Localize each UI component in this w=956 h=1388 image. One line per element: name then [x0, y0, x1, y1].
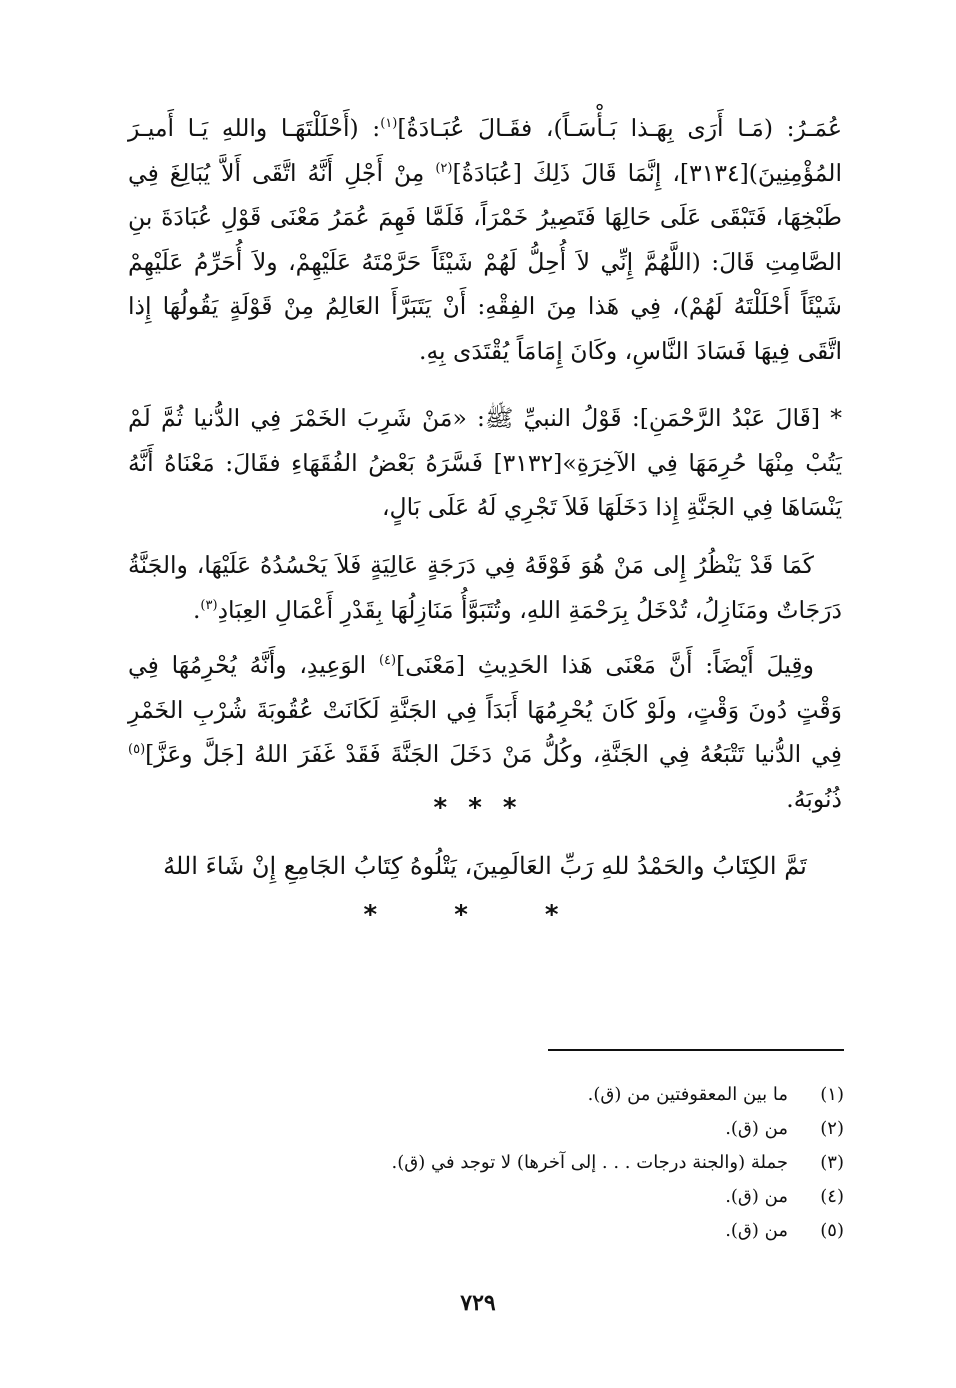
paragraph-4-text-b: الوَعِيدِ، وأَنَّهُ يُحْرِمُهَا فِي وَقْتٍ دُونَ وَقْتٍ، ولَوْ كَانَ يُحْرِمُهَا أَبَدَاً فِي الجَنَّةِ لَكَانَتْ عُقُوبَةَ شُرْبِ الخَمْرِ فِي الدُّنيا تَتْبَعُهُ فِي الجَنَّةِ، وكُلُّ مَنْ دَخَلَ الجَنَّةَ فَقَدْ غَفَرَ اللهُ [جَلَّ وعَزَّ] [128, 651, 842, 768]
footnote-number: (٣) [820, 1152, 844, 1173]
section-separator-top: * * * [433, 793, 523, 823]
footnote-ref-3: (٣) [200, 597, 218, 613]
footnote-number: (٤) [820, 1186, 844, 1207]
footnote-text: من (ق). [725, 1118, 788, 1139]
paragraph-1 [128, 106, 842, 373]
footnote-text: من (ق). [725, 1220, 788, 1241]
footnote-ref-5: (٥) [128, 742, 146, 758]
paragraph-1-text-c: مِنْ أَجْلِ أَنَّهُ اتَّقَى أَلاَّ يُبَالِغَ فِي طَبْخِهَا، فَتَبْقَى عَلَى حَالِهَا فَتَصِيرُ خَمْرَاً، فَلَمَّا فَهِمَ عُمَرُ مَعْنَى قَوْلِ عُبَادَةَ بنِ الصَّامِتِ قَالَ: (اللَّهُمَّ إِنِّي لاَ أُحِلُّ لَهُمْ شَيْئَاً حَرَّمْتَهُ عَلَيْهِمْ، ولاَ أُحَرِّمُ عَلَيْهِمْ شَيْئَاً أَحْلَلْتَهُ لَهُمْ)، فِي هَذا مِنَ الفِقْهِ: أَنْ يَتَبَرَّأَ العَالِمُ مِنْ قَوْلَةٍ يَقُولُهَا إِذا اتَّقَى فِيهَا فَسَادَ النَّاسِ، وكَانَ إِمَامَاً يُقْتَدَى بِهِ. [128, 158, 842, 365]
paragraph-1-text-b: : (أَحْلَلْتَهَـا واللهِ يَـا أَميـرَ المُؤْمِنِينَ)[٣١٣٤]، إِنَّمَا قَالَ ذَلِكَ [عُبَادَةُ] [128, 114, 842, 187]
footnote-item [128, 1112, 844, 1146]
paragraph-1-text-a: عُمَـرُ: (مَـا أَرَى بِهَـذا بَـأْسَـاً)، فقَـالَ عُبَـادَةُ] [397, 114, 842, 142]
footnote-ref-2: (٢) [435, 160, 453, 176]
page-number: ٧٢٩ [460, 1290, 496, 1316]
footnotes-list [128, 1078, 844, 1248]
paragraph-3 [128, 543, 842, 632]
footnote-text: جملة (والجنة درجات . . . إلى آخرها) لا توجد في (ق). [391, 1152, 788, 1173]
footnote-text: ما بين المعقوفتين من (ق). [587, 1084, 788, 1105]
footnote-ref-4: (٤) [378, 653, 397, 669]
footnote-item [128, 1180, 844, 1214]
footnote-number: (٢) [820, 1118, 844, 1139]
footnote-item [128, 1078, 844, 1112]
footnote-text: من (ق). [725, 1186, 788, 1207]
paragraph-3-text-b: . [192, 595, 201, 624]
footnote-item [128, 1214, 844, 1248]
footnote-divider [548, 1049, 844, 1051]
footnote-number: (١) [820, 1084, 844, 1105]
paragraph-4-text-a: وقِيلَ أَيْضَاً: أَنَّ مَعْنَى هَذا الحَدِيثِ [مَعْنَى] [396, 651, 814, 679]
paragraph-2-text: * [قَالَ عَبْدُ الرَّحْمَنِ]: قَوْلُ النبيِّ ﷺ: «مَنْ شَرِبَ الخَمْرَ فِي الدُّنيا ثُمَّ لَمْ يَتُبْ مِنْهَا حُرِمَهَا فِي الآخِرَةِ»[٣١٣٢] فَسَّرَهُ بَعْضُ الفُقَهَاءِ فقَالَ: مَعْنَاهُ أَنَّهُ يَنْسَاهَا فِي الجَنَّةِ إِذا دَخَلَهَا فَلاَ تَجْرِي لَهُ عَلَى بَالٍ، [128, 404, 843, 521]
paragraph-2 [128, 396, 842, 530]
closing-line: تَمَّ الكِتَابُ والحَمْدُ للهِ رَبِّ العَالَمِينَ، يَتْلُوهُ كِتَابُ الجَامِعِ إِنْ شَاءَ اللهُ [163, 852, 807, 880]
footnote-ref-1: (١) [380, 116, 398, 132]
footnote-item [128, 1146, 844, 1180]
paragraph-4-text-c: ذُنُوبَهُ. [786, 784, 842, 813]
footnote-number: (٥) [820, 1220, 844, 1241]
section-separator-bottom: * * * [363, 900, 593, 930]
paragraph-3-text-a: كَمَا قَدْ يَنْظُرُ إِلى مَنْ هُوَ فَوْقَهُ فِي دَرَجَةٍ عَالِيَةٍ فَلاَ يَحْسُدُهُ عَلَيْهَا، والجَنَّةُ دَرَجَاتٌ ومَنَازِلُ، تُدْخَلُ بِرَحْمَةِ اللهِ، وتُتَبَوَّأُ مَنَازِلُهَا بِقَدْرِ أَعْمَالِ العِبَادِ [128, 551, 842, 624]
